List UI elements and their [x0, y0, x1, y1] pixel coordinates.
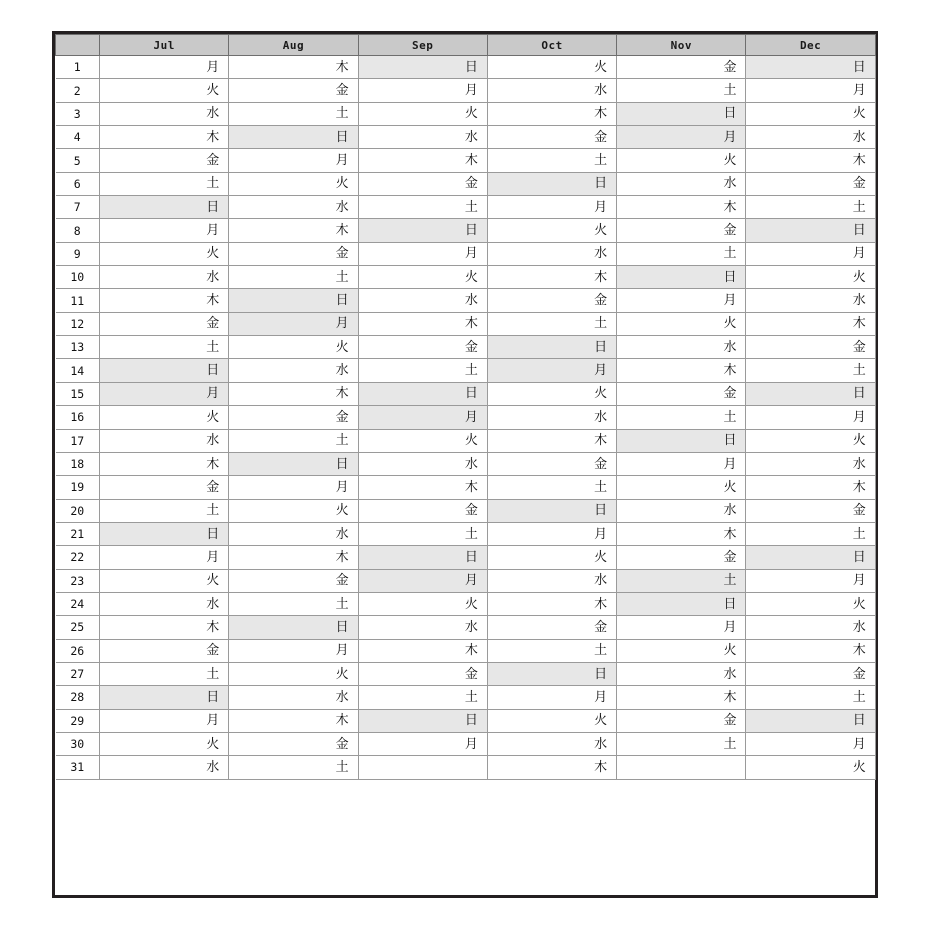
weekday-cell-jul: 木 [100, 289, 229, 312]
weekday-cell-jul: 月 [100, 382, 229, 405]
table-row [56, 546, 876, 569]
weekday-cell-sep: 月 [358, 732, 487, 755]
weekday-cell-dec: 日 [746, 546, 875, 569]
weekday-cell-jul: 月 [100, 709, 229, 732]
weekday-cell-jul: 火 [100, 242, 229, 265]
day-number-cell: 14 [56, 359, 100, 382]
weekday-cell-jul: 木 [100, 452, 229, 475]
table-row [56, 756, 876, 779]
day-number-cell: 15 [56, 382, 100, 405]
weekday-cell-jul: 火 [100, 79, 229, 102]
weekday-cell-oct: 木 [487, 102, 616, 125]
weekday-cell-aug: 木 [229, 382, 358, 405]
table-row [56, 126, 876, 149]
weekday-cell-nov: 水 [617, 172, 746, 195]
table-row [56, 289, 876, 312]
weekday-cell-dec: 水 [746, 452, 875, 475]
weekday-cell-dec: 月 [746, 242, 875, 265]
header-row [56, 35, 876, 56]
weekday-cell-nov: 金 [617, 219, 746, 242]
weekday-cell-dec: 火 [746, 756, 875, 779]
weekday-cell-oct: 土 [487, 312, 616, 335]
weekday-calendar-table [55, 34, 876, 780]
table-row [56, 709, 876, 732]
day-number-cell: 18 [56, 452, 100, 475]
day-number-cell: 19 [56, 476, 100, 499]
table-row [56, 359, 876, 382]
weekday-cell-nov: 月 [617, 452, 746, 475]
table-row [56, 732, 876, 755]
weekday-cell-jul: 日 [100, 522, 229, 545]
weekday-cell-oct: 日 [487, 499, 616, 522]
day-number-cell: 26 [56, 639, 100, 662]
weekday-cell-sep: 水 [358, 452, 487, 475]
weekday-cell-nov: 金 [617, 546, 746, 569]
table-row [56, 662, 876, 685]
weekday-cell-jul: 日 [100, 196, 229, 219]
weekday-cell-dec: 土 [746, 196, 875, 219]
weekday-cell-dec: 土 [746, 359, 875, 382]
weekday-cell-oct: 日 [487, 172, 616, 195]
table-row [56, 452, 876, 475]
weekday-cell-jul: 水 [100, 102, 229, 125]
weekday-cell-nov: 土 [617, 79, 746, 102]
weekday-cell-jul: 火 [100, 732, 229, 755]
weekday-cell-jul: 土 [100, 499, 229, 522]
weekday-cell-jul: 土 [100, 336, 229, 359]
weekday-cell-aug: 金 [229, 406, 358, 429]
weekday-cell-oct: 月 [487, 196, 616, 219]
weekday-cell-nov: 日 [617, 102, 746, 125]
table-row [56, 382, 876, 405]
weekday-cell-aug: 月 [229, 149, 358, 172]
weekday-cell-oct: 月 [487, 686, 616, 709]
blank-area-below-table [55, 780, 875, 880]
weekday-cell-nov: 木 [617, 359, 746, 382]
weekday-cell-dec: 水 [746, 289, 875, 312]
weekday-cell-sep: 土 [358, 359, 487, 382]
weekday-cell-oct: 木 [487, 592, 616, 615]
weekday-cell-nov: 土 [617, 569, 746, 592]
day-number-cell: 22 [56, 546, 100, 569]
weekday-cell-jul: 月 [100, 56, 229, 79]
weekday-cell-aug: 金 [229, 79, 358, 102]
weekday-cell-aug: 火 [229, 662, 358, 685]
weekday-cell-sep: 水 [358, 126, 487, 149]
table-row [56, 79, 876, 102]
day-number-cell: 10 [56, 266, 100, 289]
weekday-cell-aug: 木 [229, 709, 358, 732]
weekday-cell-nov: 土 [617, 732, 746, 755]
weekday-cell-oct: 木 [487, 266, 616, 289]
weekday-cell-dec: 月 [746, 79, 875, 102]
weekday-cell-oct: 木 [487, 756, 616, 779]
weekday-cell-aug: 月 [229, 476, 358, 499]
weekday-cell-sep: 木 [358, 639, 487, 662]
weekday-cell-oct: 水 [487, 732, 616, 755]
weekday-cell-sep: 火 [358, 592, 487, 615]
weekday-cell-nov [617, 756, 746, 779]
weekday-cell-sep: 日 [358, 219, 487, 242]
weekday-cell-sep: 金 [358, 172, 487, 195]
table-row [56, 242, 876, 265]
day-number-cell: 8 [56, 219, 100, 242]
table-row [56, 336, 876, 359]
weekday-cell-dec: 月 [746, 569, 875, 592]
weekday-cell-dec: 金 [746, 499, 875, 522]
weekday-cell-sep: 土 [358, 522, 487, 545]
weekday-cell-sep: 火 [358, 429, 487, 452]
weekday-cell-oct: 金 [487, 452, 616, 475]
weekday-cell-jul: 水 [100, 429, 229, 452]
day-number-cell: 5 [56, 149, 100, 172]
weekday-cell-aug: 火 [229, 172, 358, 195]
weekday-cell-nov: 木 [617, 522, 746, 545]
weekday-cell-aug: 木 [229, 546, 358, 569]
column-header-aug: Aug [229, 35, 358, 56]
table-row [56, 499, 876, 522]
weekday-cell-sep: 木 [358, 476, 487, 499]
table-row [56, 522, 876, 545]
weekday-cell-jul: 水 [100, 592, 229, 615]
weekday-cell-nov: 月 [617, 289, 746, 312]
table-row [56, 686, 876, 709]
weekday-cell-aug: 水 [229, 522, 358, 545]
weekday-cell-aug: 土 [229, 756, 358, 779]
table-row [56, 196, 876, 219]
weekday-cell-dec: 火 [746, 429, 875, 452]
weekday-cell-sep: 金 [358, 662, 487, 685]
weekday-cell-dec: 木 [746, 476, 875, 499]
weekday-cell-dec: 金 [746, 172, 875, 195]
day-number-cell: 1 [56, 56, 100, 79]
weekday-cell-sep: 土 [358, 686, 487, 709]
weekday-cell-dec: 木 [746, 312, 875, 335]
weekday-cell-oct: 火 [487, 219, 616, 242]
weekday-cell-jul: 日 [100, 686, 229, 709]
column-header-sep: Sep [358, 35, 487, 56]
weekday-cell-oct: 土 [487, 149, 616, 172]
day-number-cell: 3 [56, 102, 100, 125]
weekday-cell-aug: 日 [229, 452, 358, 475]
weekday-cell-nov: 水 [617, 499, 746, 522]
weekday-cell-oct: 日 [487, 336, 616, 359]
column-header-jul: Jul [100, 35, 229, 56]
table-body [56, 56, 876, 780]
weekday-cell-nov: 金 [617, 382, 746, 405]
weekday-cell-oct: 金 [487, 126, 616, 149]
weekday-cell-aug: 金 [229, 242, 358, 265]
weekday-cell-dec: 土 [746, 522, 875, 545]
table-row [56, 592, 876, 615]
table-row [56, 429, 876, 452]
table-row [56, 266, 876, 289]
weekday-cell-sep: 木 [358, 312, 487, 335]
weekday-cell-oct: 月 [487, 359, 616, 382]
day-number-cell: 12 [56, 312, 100, 335]
day-number-cell: 4 [56, 126, 100, 149]
weekday-cell-aug: 水 [229, 359, 358, 382]
weekday-cell-oct: 日 [487, 662, 616, 685]
weekday-cell-dec: 水 [746, 126, 875, 149]
weekday-cell-jul: 金 [100, 312, 229, 335]
weekday-cell-dec: 日 [746, 56, 875, 79]
weekday-cell-aug: 水 [229, 196, 358, 219]
table-row [56, 639, 876, 662]
weekday-cell-sep: 日 [358, 382, 487, 405]
weekday-cell-dec: 月 [746, 406, 875, 429]
weekday-cell-sep: 水 [358, 616, 487, 639]
weekday-cell-jul: 火 [100, 569, 229, 592]
weekday-cell-oct: 金 [487, 616, 616, 639]
weekday-cell-oct: 金 [487, 289, 616, 312]
weekday-cell-sep [358, 756, 487, 779]
weekday-cell-jul: 水 [100, 266, 229, 289]
weekday-cell-nov: 土 [617, 242, 746, 265]
weekday-cell-aug: 水 [229, 686, 358, 709]
weekday-cell-nov: 日 [617, 429, 746, 452]
weekday-cell-aug: 日 [229, 126, 358, 149]
weekday-cell-oct: 水 [487, 406, 616, 429]
weekday-cell-sep: 日 [358, 546, 487, 569]
weekday-cell-nov: 土 [617, 406, 746, 429]
weekday-cell-oct: 火 [487, 709, 616, 732]
table-row [56, 616, 876, 639]
weekday-cell-dec: 日 [746, 709, 875, 732]
weekday-cell-dec: 水 [746, 616, 875, 639]
table-row [56, 476, 876, 499]
weekday-cell-dec: 火 [746, 266, 875, 289]
weekday-cell-oct: 木 [487, 429, 616, 452]
table-row [56, 172, 876, 195]
header-corner-cell [56, 35, 100, 56]
day-number-cell: 11 [56, 289, 100, 312]
weekday-cell-jul: 水 [100, 756, 229, 779]
weekday-cell-nov: 水 [617, 662, 746, 685]
table-row [56, 102, 876, 125]
calendar-frame [52, 31, 878, 898]
day-number-cell: 29 [56, 709, 100, 732]
weekday-cell-aug: 月 [229, 312, 358, 335]
weekday-cell-oct: 水 [487, 242, 616, 265]
weekday-cell-sep: 水 [358, 289, 487, 312]
weekday-cell-oct: 土 [487, 639, 616, 662]
day-number-cell: 20 [56, 499, 100, 522]
weekday-cell-sep: 日 [358, 56, 487, 79]
weekday-cell-nov: 火 [617, 476, 746, 499]
column-header-dec: Dec [746, 35, 875, 56]
weekday-cell-oct: 月 [487, 522, 616, 545]
weekday-cell-aug: 土 [229, 266, 358, 289]
weekday-cell-sep: 月 [358, 79, 487, 102]
weekday-cell-aug: 金 [229, 732, 358, 755]
weekday-cell-jul: 木 [100, 616, 229, 639]
table-row [56, 219, 876, 242]
column-header-nov: Nov [617, 35, 746, 56]
weekday-cell-nov: 月 [617, 616, 746, 639]
day-number-cell: 9 [56, 242, 100, 265]
weekday-cell-jul: 金 [100, 639, 229, 662]
table-row [56, 406, 876, 429]
table-row [56, 312, 876, 335]
weekday-cell-jul: 金 [100, 149, 229, 172]
day-number-cell: 27 [56, 662, 100, 685]
weekday-cell-aug: 金 [229, 569, 358, 592]
table-row [56, 149, 876, 172]
weekday-cell-nov: 火 [617, 639, 746, 662]
day-number-cell: 31 [56, 756, 100, 779]
weekday-cell-jul: 土 [100, 662, 229, 685]
weekday-cell-dec: 日 [746, 219, 875, 242]
table-row [56, 569, 876, 592]
weekday-cell-nov: 日 [617, 592, 746, 615]
day-number-cell: 28 [56, 686, 100, 709]
day-number-cell: 6 [56, 172, 100, 195]
weekday-cell-nov: 木 [617, 196, 746, 219]
weekday-cell-nov: 火 [617, 149, 746, 172]
weekday-cell-nov: 木 [617, 686, 746, 709]
day-number-cell: 24 [56, 592, 100, 615]
weekday-cell-dec: 火 [746, 592, 875, 615]
day-number-cell: 21 [56, 522, 100, 545]
weekday-cell-aug: 日 [229, 616, 358, 639]
weekday-cell-aug: 日 [229, 289, 358, 312]
weekday-cell-oct: 水 [487, 569, 616, 592]
weekday-cell-sep: 土 [358, 196, 487, 219]
weekday-cell-nov: 日 [617, 266, 746, 289]
day-number-cell: 13 [56, 336, 100, 359]
weekday-cell-sep: 火 [358, 102, 487, 125]
weekday-cell-nov: 金 [617, 709, 746, 732]
column-header-oct: Oct [487, 35, 616, 56]
weekday-cell-nov: 金 [617, 56, 746, 79]
weekday-cell-dec: 木 [746, 639, 875, 662]
weekday-cell-aug: 火 [229, 336, 358, 359]
weekday-cell-aug: 木 [229, 56, 358, 79]
weekday-cell-oct: 火 [487, 56, 616, 79]
weekday-cell-sep: 月 [358, 406, 487, 429]
day-number-cell: 23 [56, 569, 100, 592]
weekday-cell-dec: 月 [746, 732, 875, 755]
weekday-cell-dec: 日 [746, 382, 875, 405]
day-number-cell: 25 [56, 616, 100, 639]
weekday-cell-dec: 火 [746, 102, 875, 125]
weekday-cell-oct: 火 [487, 546, 616, 569]
weekday-cell-jul: 木 [100, 126, 229, 149]
weekday-cell-jul: 金 [100, 476, 229, 499]
weekday-cell-dec: 金 [746, 336, 875, 359]
weekday-cell-sep: 金 [358, 499, 487, 522]
weekday-cell-jul: 火 [100, 406, 229, 429]
weekday-cell-dec: 金 [746, 662, 875, 685]
weekday-cell-jul: 土 [100, 172, 229, 195]
weekday-cell-jul: 月 [100, 546, 229, 569]
weekday-cell-sep: 日 [358, 709, 487, 732]
weekday-cell-aug: 土 [229, 429, 358, 452]
weekday-cell-aug: 月 [229, 639, 358, 662]
weekday-cell-oct: 土 [487, 476, 616, 499]
weekday-cell-dec: 木 [746, 149, 875, 172]
weekday-cell-sep: 木 [358, 149, 487, 172]
weekday-cell-sep: 火 [358, 266, 487, 289]
weekday-cell-oct: 火 [487, 382, 616, 405]
weekday-cell-sep: 金 [358, 336, 487, 359]
day-number-cell: 17 [56, 429, 100, 452]
weekday-cell-jul: 月 [100, 219, 229, 242]
weekday-cell-aug: 土 [229, 592, 358, 615]
weekday-cell-nov: 月 [617, 126, 746, 149]
table-header [56, 35, 876, 56]
weekday-cell-dec: 土 [746, 686, 875, 709]
weekday-cell-oct: 水 [487, 79, 616, 102]
weekday-cell-jul: 日 [100, 359, 229, 382]
weekday-cell-sep: 月 [358, 242, 487, 265]
day-number-cell: 2 [56, 79, 100, 102]
weekday-cell-aug: 土 [229, 102, 358, 125]
weekday-cell-aug: 火 [229, 499, 358, 522]
table-row [56, 56, 876, 79]
weekday-cell-nov: 水 [617, 336, 746, 359]
weekday-cell-nov: 火 [617, 312, 746, 335]
weekday-cell-sep: 月 [358, 569, 487, 592]
day-number-cell: 30 [56, 732, 100, 755]
day-number-cell: 16 [56, 406, 100, 429]
day-number-cell: 7 [56, 196, 100, 219]
weekday-cell-aug: 木 [229, 219, 358, 242]
